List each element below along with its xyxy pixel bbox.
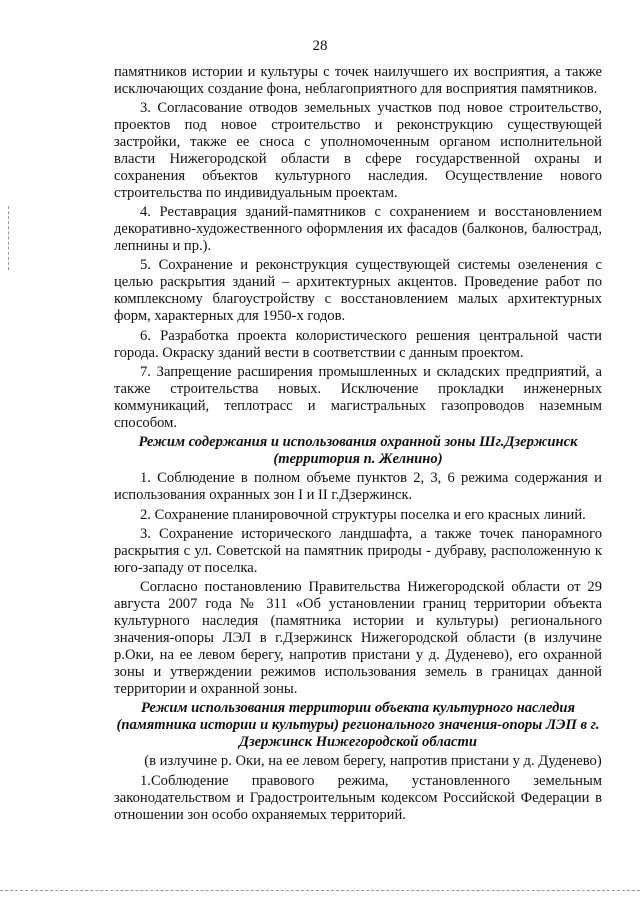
paragraph: 5. Сохранение и реконструкция существующей системы озеленения с целью раскрытия зданий – архитектурных акцентов. Проведение работ по комплексному благоустройству с восстановлением малых архитектурных форм, характерных для 1950-х годов. <box>114 257 602 325</box>
paragraph: 4. Реставрация зданий-памятников с сохранением и восстановлением декоративно-художественного оформления их фасадов (балконов, балюстрад, лепнины и пр.). <box>114 204 602 255</box>
paragraph: 3. Согласование отводов земельных участков под новое строительство, проектов под новое строительство и реконструкцию существующей застройки, также ее сноса с уполномоченным органом исполнительной власти Нижегородской области в сфере государственной охраны и сохранения объектов культурного наследия. Осуществление нового строительства по индивидуальным проектам. <box>114 100 602 201</box>
document-body <box>114 64 602 826</box>
section-subheading: (в излучине р. Оки, на ее левом берегу, напротив пристани у д. Дуденево) <box>144 753 602 770</box>
section-heading: Режим содержания и использования охранной зоны Шг.Дзержинск (территория п. Желнино) <box>138 434 578 467</box>
paragraph: 1. Соблюдение в полном объеме пунктов 2, 3, 6 режима содержания и использования охранных зон I и II г.Дзержинск. <box>114 470 602 504</box>
page-number: 28 <box>312 38 328 54</box>
bottom-scan-line <box>0 890 640 891</box>
paragraph: Согласно постановлению Правительства Нижегородской области от 29 августа 2007 года № 311 «Об установлении границ территории объекта культурного наследия (памятника истории и культуры) регионального значения-опоры ЛЭЛ в г.Дзержинск Нижегородской области (в излучине р.Оки, на ее левом берегу, напротив пристани у д. Дуденево), его охранной зоны и утверждении режимов использования земель в границах данной территории и охранной зоны. <box>114 579 602 697</box>
paragraph: 3. Сохранение исторического ландшафта, а также точек панорамного раскрытия с ул. Советской на памятник природы - дубраву, расположенную к юго-западу от поселка. <box>114 526 602 576</box>
paragraph: памятников истории и культуры с точек наилучшего их восприятия, а также исключающих создание фона, неблагоприятного для восприятия памятников. <box>114 64 602 97</box>
margin-scan-mark <box>8 206 10 270</box>
paragraph: 7. Запрещение расширения промышленных и складских предприятий, а также строительства новых. Исключение прокладки инженерных коммуникаций, теплотрасс и магистральных газопроводов наземным способом. <box>114 363 602 431</box>
paragraph: 6. Разработка проекта колористического решения центральной части города. Окраску зданий вести в соответствии с данным проектом. <box>114 327 602 361</box>
section-heading: Режим использования территории объекта культурного наследия (памятника истории и культуры) регионального значения-опоры ЛЭП в г. Дзержинск Нижегородской области <box>116 700 600 750</box>
paragraph: 2. Сохранение планировочной структуры поселка и его красных линий. <box>140 506 586 523</box>
paragraph: 1.Соблюдение правового режима, установленного земельным законодательством и Градостроительным кодексом Российской Федерации в отношении зон особо охраняемых территорий. <box>114 772 602 823</box>
